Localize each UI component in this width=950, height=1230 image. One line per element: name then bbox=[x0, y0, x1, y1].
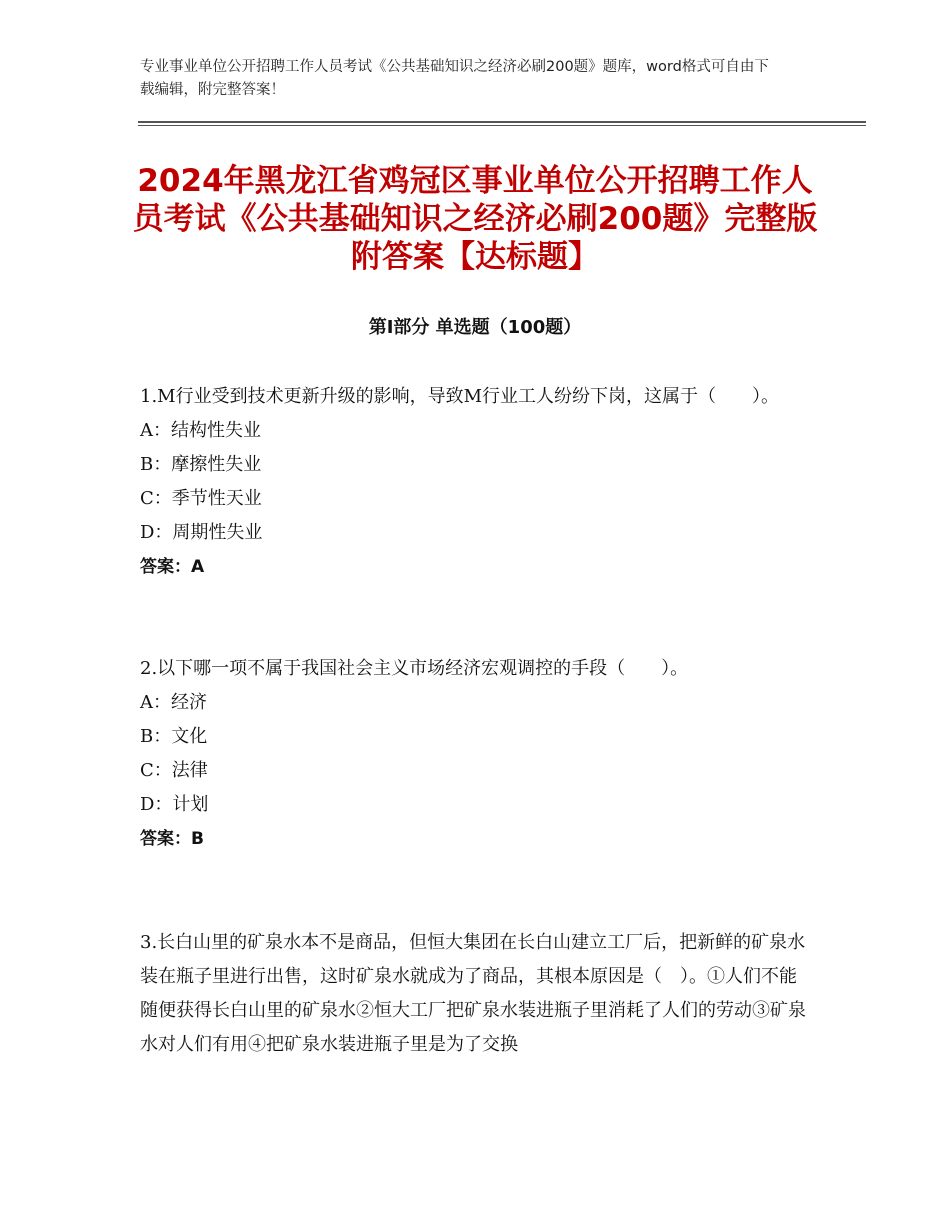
header-rule-thin bbox=[138, 125, 866, 126]
option-b: B：摩擦性失业 bbox=[140, 454, 262, 475]
question-1 bbox=[140, 380, 810, 584]
document-title: 2024年黑龙江省鸡冠区事业单位公开招聘工作人员考试《公共基础知识之经济必刷200题》完整版附答案【达标题】 bbox=[132, 163, 818, 275]
option-d: D：计划 bbox=[140, 794, 209, 815]
option-c: C：季节性天业 bbox=[140, 488, 262, 509]
question-3 bbox=[140, 926, 810, 1062]
answer: 答案：A bbox=[140, 557, 205, 577]
section-title: 第Ⅰ部分 单选题（100题） bbox=[368, 317, 582, 338]
question-stem: 1.M行业受到技术更新升级的影响，导致M行业工人纷纷下岗，这属于（ ）。 bbox=[140, 386, 780, 407]
option-b: B：文化 bbox=[140, 726, 208, 747]
option-a: A：结构性失业 bbox=[140, 420, 261, 441]
question-2 bbox=[140, 652, 810, 856]
header-rule-thick bbox=[138, 121, 866, 123]
option-a: A：经济 bbox=[140, 692, 207, 713]
option-c: C：法律 bbox=[140, 760, 208, 781]
question-stem: 2.以下哪一项不属于我国社会主义市场经济宏观调控的手段（ ）。 bbox=[140, 658, 689, 679]
question-stem: 3.长白山里的矿泉水本不是商品，但恒大集团在长白山建立工厂后，把新鲜的矿泉水装在瓶子里进行出售，这时矿泉水就成为了商品，其根本原因是（ ）。①人们不能随便获得长白山里的矿泉水②恒大工厂把矿泉水装进瓶子里消耗了人们的劳动③矿泉水对人们有用④把矿泉水装进瓶子里是为了交换 bbox=[140, 932, 806, 1055]
header-note: 专业事业单位公开招聘工作人员考试《公共基础知识之经济必刷200题》题库，word格式可自由下载编辑，附完整答案！ bbox=[140, 59, 769, 98]
option-d: D：周期性失业 bbox=[140, 522, 263, 543]
answer: 答案：B bbox=[140, 829, 204, 849]
